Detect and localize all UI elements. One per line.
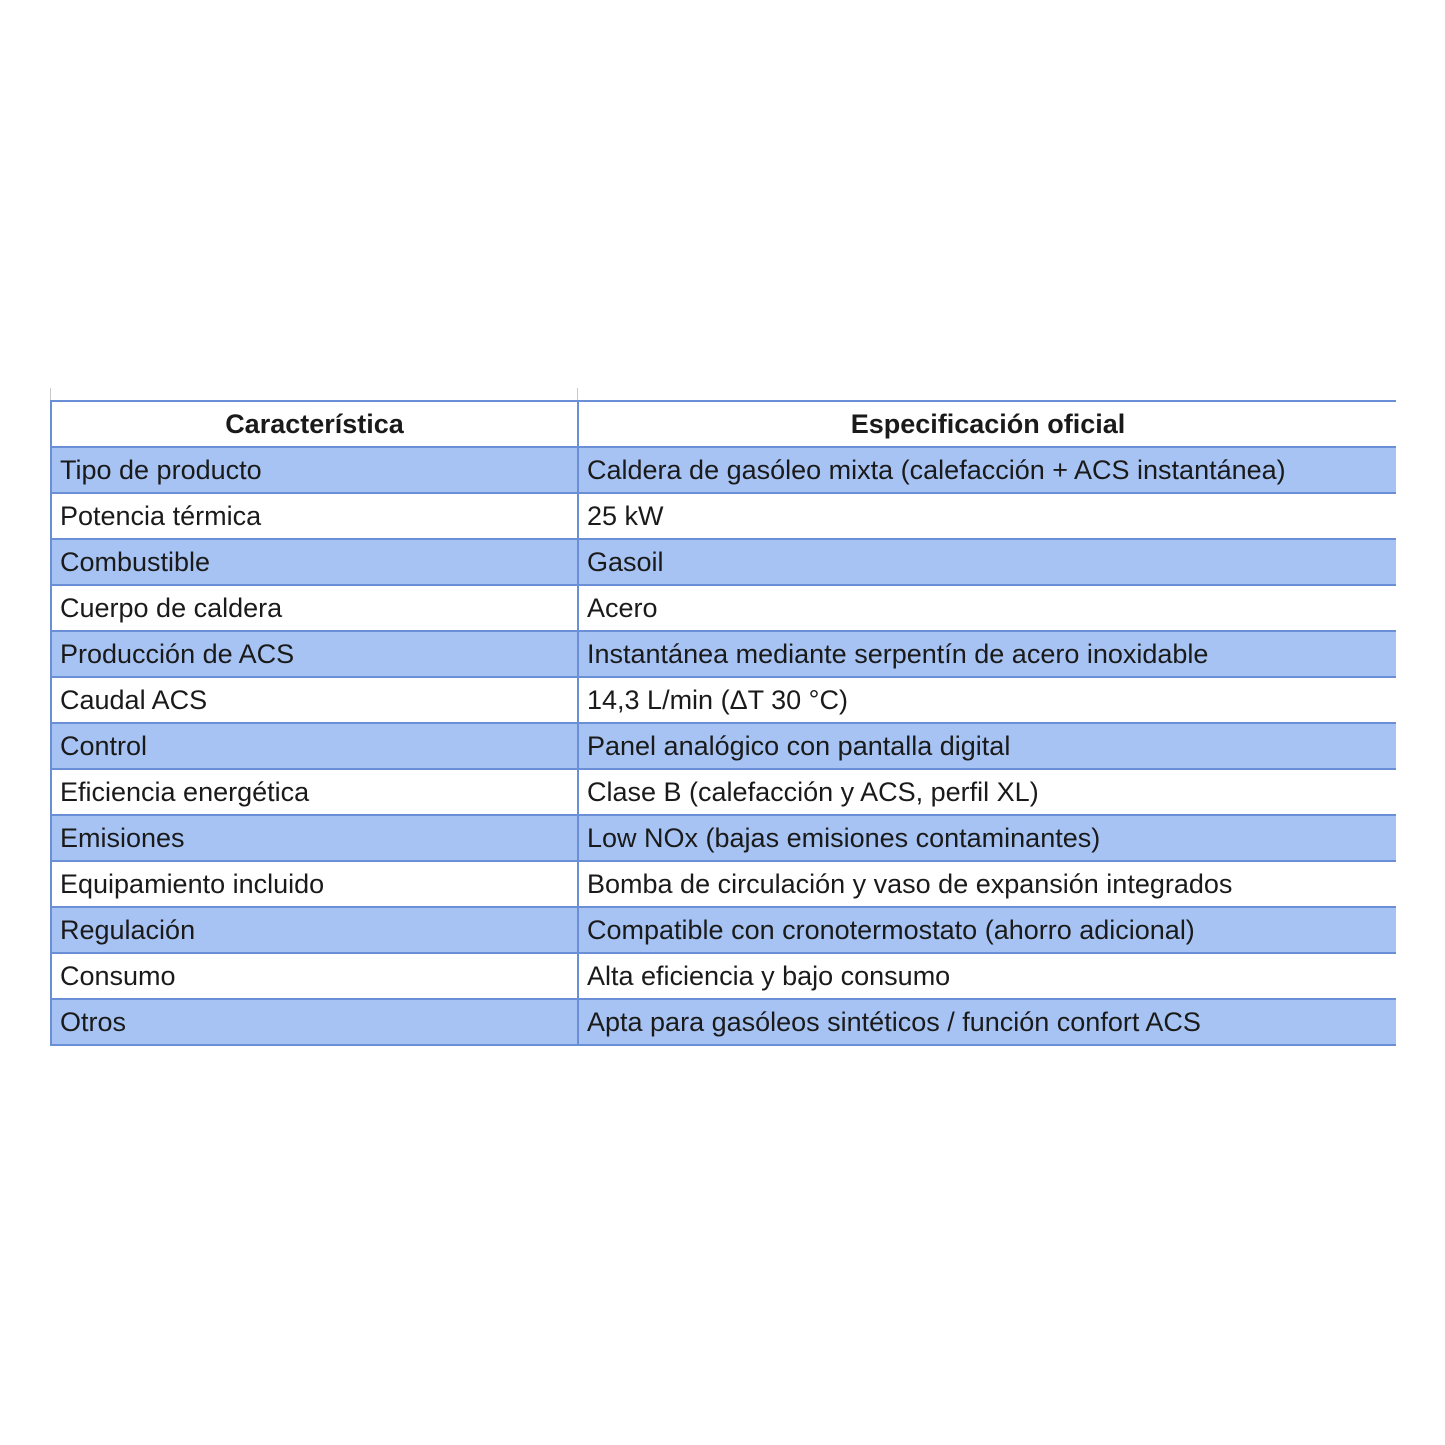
column-divider-tick [50, 388, 51, 400]
cell-especificacion: 25 kW [578, 493, 1396, 539]
table-header-row [51, 401, 1396, 447]
cell-caracteristica: Cuerpo de caldera [51, 585, 578, 631]
cell-caracteristica: Regulación [51, 907, 578, 953]
cell-especificacion: 14,3 L/min (ΔT 30 °C) [578, 677, 1396, 723]
cell-caracteristica: Potencia térmica [51, 493, 578, 539]
table-top-edge [50, 388, 1396, 400]
header-especificacion: Especificación oficial [578, 401, 1396, 447]
table-row [51, 907, 1396, 953]
cell-caracteristica: Caudal ACS [51, 677, 578, 723]
cell-especificacion: Clase B (calefacción y ACS, perfil XL) [578, 769, 1396, 815]
cell-especificacion: Gasoil [578, 539, 1396, 585]
cell-caracteristica: Control [51, 723, 578, 769]
cell-especificacion: Instantánea mediante serpentín de acero inoxidable [578, 631, 1396, 677]
table-row [51, 815, 1396, 861]
table-row [51, 585, 1396, 631]
cell-caracteristica: Combustible [51, 539, 578, 585]
table-row [51, 769, 1396, 815]
cell-especificacion: Low NOx (bajas emisiones contaminantes) [578, 815, 1396, 861]
cell-caracteristica: Producción de ACS [51, 631, 578, 677]
table-row [51, 953, 1396, 999]
table-row [51, 631, 1396, 677]
spec-table-container [50, 388, 1396, 1056]
table-row [51, 493, 1396, 539]
cell-caracteristica: Eficiencia energética [51, 769, 578, 815]
cell-especificacion: Acero [578, 585, 1396, 631]
cell-especificacion: Alta eficiencia y bajo consumo [578, 953, 1396, 999]
cell-caracteristica: Emisiones [51, 815, 578, 861]
table-row [51, 723, 1396, 769]
table-row [51, 999, 1396, 1045]
table-row [51, 447, 1396, 493]
cell-caracteristica: Consumo [51, 953, 578, 999]
header-caracteristica: Característica [51, 401, 578, 447]
column-divider-tick [577, 388, 578, 400]
table-body [51, 447, 1396, 1045]
cell-especificacion: Caldera de gasóleo mixta (calefacción + ACS instantánea) [578, 447, 1396, 493]
cell-especificacion: Apta para gasóleos sintéticos / función confort ACS [578, 999, 1396, 1045]
cell-caracteristica: Tipo de producto [51, 447, 578, 493]
cell-especificacion: Panel analógico con pantalla digital [578, 723, 1396, 769]
cell-especificacion: Bomba de circulación y vaso de expansión integrados [578, 861, 1396, 907]
spec-table [50, 400, 1396, 1046]
table-row [51, 861, 1396, 907]
cell-caracteristica: Equipamiento incluido [51, 861, 578, 907]
table-row [51, 539, 1396, 585]
cell-caracteristica: Otros [51, 999, 578, 1045]
table-row [51, 677, 1396, 723]
cell-especificacion: Compatible con cronotermostato (ahorro adicional) [578, 907, 1396, 953]
